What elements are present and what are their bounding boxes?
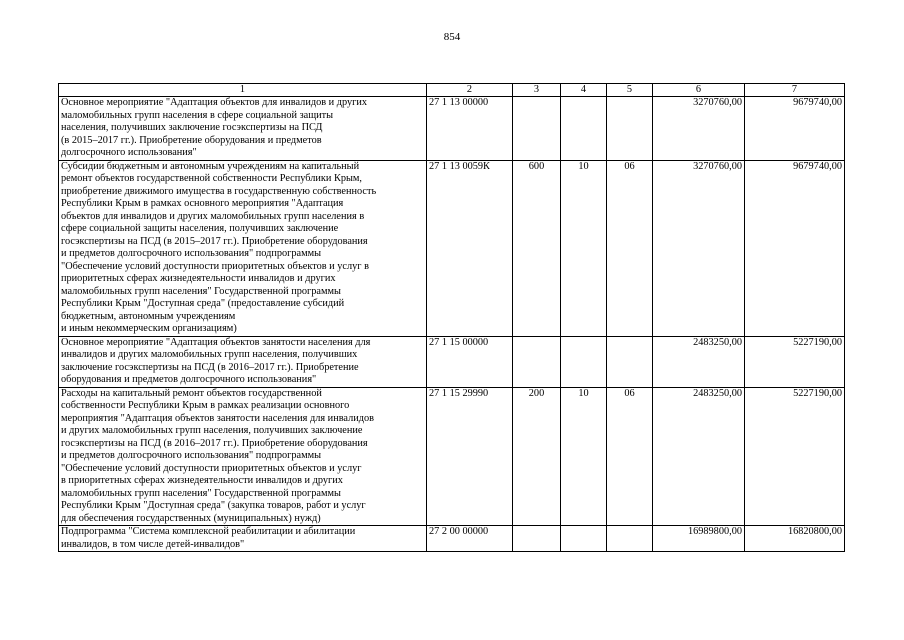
- row-rz-cell: 10: [561, 387, 607, 526]
- row-name-line: инвалидов, в том числе детей-инвалидов": [61, 538, 245, 550]
- row-pr-cell: [607, 336, 653, 387]
- column-header-sum-1: 6: [653, 84, 745, 97]
- row-name-line: Подпрограмма "Система комплексной реабилитации и абилитации: [61, 526, 356, 537]
- row-vr-cell: [513, 336, 561, 387]
- table-row: [59, 336, 845, 387]
- table-row: [59, 526, 845, 552]
- row-sum-2-cell: 5227190,00: [745, 387, 845, 526]
- header-row: [59, 84, 845, 97]
- column-header-rz: 4: [561, 84, 607, 97]
- table-row: [59, 97, 845, 161]
- row-name-cell: [59, 336, 427, 387]
- row-name-line: оборудования и предметов долгосрочного использования": [61, 374, 317, 385]
- row-pr-cell: 06: [607, 160, 653, 336]
- row-vr-cell: [513, 526, 561, 552]
- row-name-line: и предметов долгосрочного использования" подпрограммы: [61, 450, 322, 461]
- row-name-line: и предметов долгосрочного использования" подпрограммы: [61, 248, 322, 259]
- row-pr-cell: [607, 526, 653, 552]
- row-name-line: Республики Крым "Доступная среда" (предоставление субсидий: [61, 298, 345, 309]
- row-name-line: и иным некоммерческим организациям): [61, 323, 237, 334]
- row-name-line: населения, получивших заключение госэкспертизы на ПСД: [61, 122, 323, 133]
- row-name-line: объектов для инвалидов и других маломобильных групп населения в: [61, 210, 365, 222]
- row-name-line: Основное мероприятие "Адаптация объектов занятости населения для: [61, 336, 371, 348]
- row-name-cell: [59, 160, 427, 336]
- row-name-line: ремонт объектов государственной собственности Республики Крым,: [61, 173, 363, 184]
- row-name-cell: [59, 97, 427, 161]
- row-name-line: бюджетным, автономным учреждениям: [61, 310, 236, 322]
- row-name-line: маломобильных групп населения" Государственной программы: [61, 285, 341, 297]
- table-body: [59, 97, 845, 552]
- table-row: [59, 160, 845, 336]
- table-row: [59, 387, 845, 526]
- budget-table: [58, 83, 845, 552]
- row-sum-1-cell: 16989800,00: [653, 526, 745, 552]
- row-name-line: и других маломобильных групп населения, получивших заключение: [61, 425, 363, 436]
- column-header-vr: 3: [513, 84, 561, 97]
- row-sum-1-cell: 2483250,00: [653, 387, 745, 526]
- column-header-code: 2: [427, 84, 513, 97]
- row-pr-cell: 06: [607, 387, 653, 526]
- row-code-cell: 27 2 00 00000: [427, 526, 513, 552]
- row-vr-cell: 600: [513, 160, 561, 336]
- row-pr-cell: [607, 97, 653, 161]
- row-rz-cell: [561, 526, 607, 552]
- row-code-cell: 27 1 15 29990: [427, 387, 513, 526]
- row-name-line: Основное мероприятие "Адаптация объектов для инвалидов и других: [61, 97, 368, 108]
- row-name-line: инвалидов и других маломобильных групп населения, получивших: [61, 349, 358, 360]
- row-sum-2-cell: 9679740,00: [745, 160, 845, 336]
- page-number: 854: [443, 31, 461, 43]
- row-name-cell: [59, 526, 427, 552]
- row-code-cell: 27 1 13 0059К: [427, 160, 513, 336]
- row-name-line: заключение госэкспертизы на ПСД (в 2016–2017 гг.). Приобретение: [61, 361, 359, 373]
- row-vr-cell: [513, 97, 561, 161]
- row-name-line: Расходы на капитальный ремонт объектов государственной: [61, 387, 322, 399]
- row-name-line: сфере социальной защиты населения, получивших заключение: [61, 223, 339, 234]
- column-header-sum-2: 7: [745, 84, 845, 97]
- row-name-line: долгосрочного использования": [61, 147, 197, 158]
- row-name-line: (в 2015–2017 гг.). Приобретение оборудования и предметов: [61, 134, 322, 146]
- row-rz-cell: [561, 97, 607, 161]
- row-name-line: Республики Крым "Доступная среда" (закупка товаров, работ и услуг: [61, 500, 366, 511]
- row-sum-1-cell: 3270760,00: [653, 97, 745, 161]
- row-rz-cell: [561, 336, 607, 387]
- row-name-line: "Обеспечение условий доступности приоритетных объектов и услуг в: [61, 260, 369, 272]
- row-sum-2-cell: 16820800,00: [745, 526, 845, 552]
- row-name-line: "Обеспечение условий доступности приоритетных объектов и услуг: [61, 462, 362, 474]
- row-code-cell: 27 1 13 00000: [427, 97, 513, 161]
- row-name-line: маломобильных групп населения" Государственной программы: [61, 487, 341, 499]
- column-header-pr: 5: [607, 84, 653, 97]
- row-name-line: для обеспечения государственных (муниципальных) нужд): [61, 512, 321, 524]
- row-name-line: мероприятия "Адаптация объектов занятости населения для инвалидов: [61, 412, 374, 424]
- column-header-name: 1: [59, 84, 427, 97]
- row-sum-2-cell: 9679740,00: [745, 97, 845, 161]
- row-sum-1-cell: 2483250,00: [653, 336, 745, 387]
- row-sum-2-cell: 5227190,00: [745, 336, 845, 387]
- row-rz-cell: 10: [561, 160, 607, 336]
- row-name-line: приобретение движимого имущества в государственную собственность: [61, 185, 377, 197]
- row-name-line: Субсидии бюджетным и автономным учреждениям на капитальный: [61, 160, 360, 172]
- row-name-line: маломобильных групп населения в сфере социальной защиты: [61, 109, 334, 121]
- row-name-line: Республики Крым в рамках основного мероприятия "Адаптация: [61, 198, 344, 209]
- row-code-cell: 27 1 15 00000: [427, 336, 513, 387]
- row-name-line: госэкспертизы на ПСД (в 2015–2017 гг.). Приобретение оборудования: [61, 235, 368, 247]
- row-name-line: собственности Республики Крым в рамках реализации основного: [61, 400, 350, 411]
- row-name-cell: [59, 387, 427, 526]
- row-vr-cell: 200: [513, 387, 561, 526]
- row-name-line: приоритетных сферах жизнедеятельности инвалидов и других: [61, 273, 336, 284]
- row-name-line: в приоритетных сферах жизнедеятельности инвалидов и других: [61, 475, 343, 486]
- row-name-line: госэкспертизы на ПСД (в 2016–2017 гг.). Приобретение оборудования: [61, 437, 368, 449]
- row-sum-1-cell: 3270760,00: [653, 160, 745, 336]
